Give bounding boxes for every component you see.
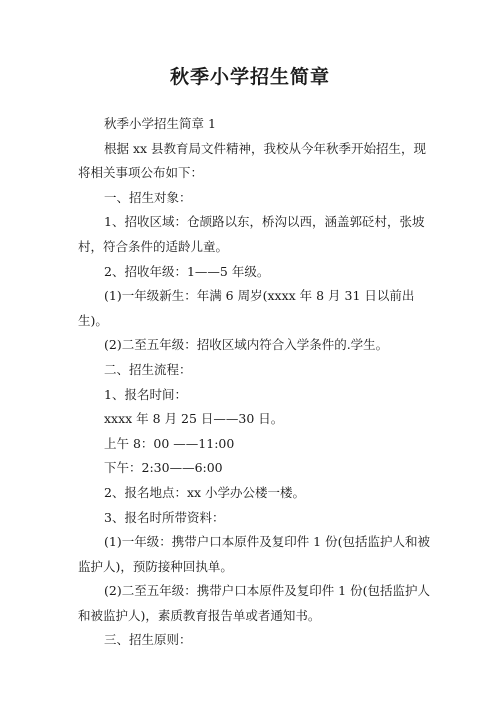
grades-two-to-five-line: (2)二至五年级：招收区域内符合入学条件的.学生。 (104, 337, 389, 353)
intro-paragraph: 根据 xx 县教育局文件精神，我校从今年秋季开始招生，现将相关事项公布如下： (78, 140, 427, 181)
document-title: 秋季小学招生简章 (169, 66, 330, 88)
registration-date-line: xxxx 年 8 月 25 日——30 日。 (104, 411, 284, 427)
morning-hours-line: 上午 8：00 ——11:00 (104, 435, 235, 451)
grades-two-to-five-materials-paragraph: (2)二至五年级：携带户口本原件及复印件 1 份(包括监护人和被监护人)，素质教育报告单或者通知书。 (78, 583, 430, 623)
section-heading-recruitment-target: 一、招生对象： (104, 189, 192, 205)
registration-time-heading: 1、报名时间： (104, 386, 187, 402)
first-grade-materials-paragraph: (1)一年级：携带户口本原件及复印件 1 份(包括监护人和被监护人)，预防接种回执单。 (78, 534, 430, 574)
recruitment-grade-line: 2、招收年级：1——5 年级。 (104, 263, 270, 279)
first-grade-paragraph: (1)一年级新生：年满 6 周岁(xxxx 年 8 月 31 日以前出生)。 (78, 288, 415, 328)
document-body (78, 112, 438, 653)
registration-location-line: 2、报名地点：xx 小学办公楼一楼。 (104, 484, 306, 500)
required-materials-heading: 3、报名时所带资料： (104, 509, 225, 525)
recruitment-area-paragraph: 1、招收区域：仓颉路以东，桥沟以西，涵盖郭砭村，张坡村，符合条件的适龄儿童。 (78, 214, 425, 254)
afternoon-hours-line: 下午：2:30——6:00 (104, 460, 223, 476)
subtitle-line: 秋季小学招生简章 1 (104, 116, 216, 131)
section-heading-process: 二、招生流程： (104, 361, 192, 377)
section-heading-principles: 三、招生原则： (104, 632, 192, 648)
